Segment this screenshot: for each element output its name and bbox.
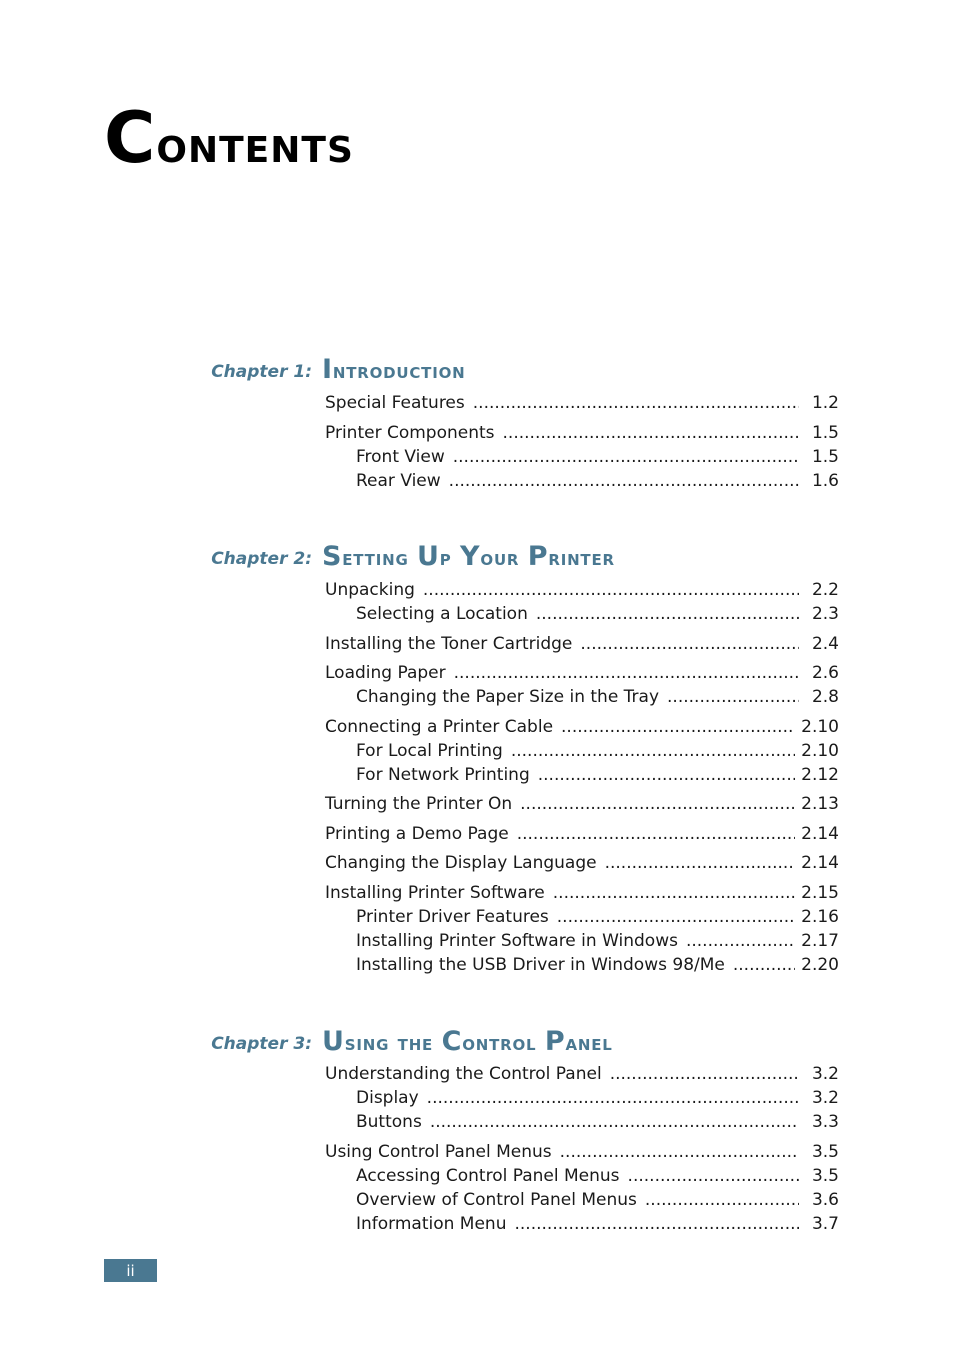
chapter-title-rest: sing (344, 1031, 390, 1056)
toc-entry-page: 2.17 (801, 930, 839, 951)
toc-dot-leader (517, 822, 795, 846)
toc-entry-title: Accessing Control Panel Menus (356, 1165, 620, 1186)
toc-subentry[interactable] (325, 469, 839, 493)
page-number: ii (126, 1261, 135, 1280)
chapter-title-initial: I (322, 354, 333, 385)
toc-entry-title: Unpacking (325, 580, 415, 600)
toc-subentry[interactable] (325, 685, 839, 709)
page-number-badge (104, 1259, 157, 1282)
toc-entry-page: 1.5 (811, 446, 839, 467)
toc-dot-leader (605, 851, 796, 875)
chapter-title-word (460, 541, 520, 572)
chapter-title-initial: S (322, 541, 343, 572)
chapter-label: Chapter 3: (211, 1034, 312, 1054)
chapter-2 (0, 539, 954, 975)
page-title (104, 96, 354, 179)
toc-entry-page: 2.4 (811, 633, 839, 654)
chapter-title-initial: U (417, 541, 440, 572)
toc-subentry[interactable] (325, 1110, 839, 1134)
toc-entry[interactable] (325, 421, 839, 445)
toc-list (325, 1062, 839, 1236)
toc-entry[interactable] (325, 391, 839, 415)
chapter-label: Chapter 1: (211, 362, 312, 382)
toc-dot-leader (538, 763, 795, 787)
toc-entry[interactable] (325, 792, 839, 816)
chapter-title-rest: p (439, 546, 452, 571)
toc-entry-title: For Local Printing (356, 740, 503, 761)
toc-subentry[interactable] (325, 1086, 839, 1110)
toc-dot-leader (520, 792, 795, 816)
toc-entry-title: Changing the Display Language (325, 853, 597, 873)
toc-subentry[interactable] (325, 1188, 839, 1212)
toc-entry-title: Using Control Panel Menus (325, 1141, 552, 1162)
toc-entry-page: 3.2 (811, 1088, 839, 1108)
toc-subentry[interactable] (325, 602, 839, 626)
toc-dot-leader (733, 953, 795, 977)
chapter-label: Chapter 2: (211, 549, 312, 569)
toc-entry-title: Selecting a Location (356, 604, 528, 624)
toc-entry-page: 2.14 (801, 853, 839, 873)
toc-entry-title: Printer Driver Features (356, 906, 549, 927)
chapter-title-word (544, 1026, 613, 1057)
chapter-title-word (322, 354, 466, 385)
toc-entry-page: 2.3 (811, 604, 839, 624)
toc-entry-page: 3.3 (811, 1112, 839, 1132)
chapter-title (322, 1024, 613, 1059)
chapter-title-rest: rinter (548, 546, 615, 571)
toc-entry-title: Installing Printer Software in Windows (356, 930, 678, 951)
chapter-title-word (398, 1031, 433, 1056)
toc-entry-title: Turning the Printer On (325, 794, 513, 814)
toc-entry-page: 3.7 (811, 1213, 839, 1234)
toc-entry-page: 3.2 (811, 1064, 839, 1084)
toc-entry-page: 2.16 (801, 906, 839, 927)
toc-entry-title: Installing the Toner Cartridge (325, 633, 573, 654)
chapter-title-initial: U (322, 1026, 345, 1057)
toc-subentry[interactable] (325, 1212, 839, 1236)
toc-dot-leader (423, 578, 799, 602)
toc-subentry[interactable] (325, 1164, 839, 1188)
toc-subentry[interactable] (325, 763, 839, 787)
toc-entry[interactable] (325, 1062, 839, 1086)
toc-entry-title: Rear View (356, 470, 441, 491)
chapter-title (322, 539, 615, 574)
toc-list (325, 578, 839, 977)
chapter-title-word (322, 1026, 390, 1057)
toc-entry-page: 2.10 (801, 716, 839, 737)
toc-entry[interactable] (325, 632, 839, 656)
toc-entry-title: Special Features (325, 393, 465, 413)
toc-dot-leader (511, 739, 795, 763)
toc-dot-leader (427, 1086, 799, 1110)
chapter-3 (0, 1024, 954, 1234)
toc-dot-leader (553, 881, 795, 905)
chapter-title-initial: P (544, 1026, 566, 1057)
toc-dot-leader (515, 1212, 800, 1236)
toc-dot-leader (560, 1140, 799, 1164)
chapter-title-rest: the (397, 1031, 434, 1056)
toc-entry-page: 1.5 (811, 422, 839, 443)
chapter-title-rest: anel (565, 1031, 613, 1056)
toc-subentry[interactable] (325, 905, 839, 929)
toc-dot-leader (628, 1164, 799, 1188)
toc-dot-leader (430, 1110, 799, 1134)
chapter-title-rest: ntroduction (332, 359, 466, 384)
toc-entry-title: Loading Paper (325, 663, 446, 683)
chapter-title-rest: ontrol (462, 1031, 537, 1056)
toc-entry[interactable] (325, 1140, 839, 1164)
toc-entry-page: 3.5 (811, 1141, 839, 1162)
toc-entry[interactable] (325, 822, 839, 846)
toc-entry-page: 3.5 (811, 1165, 839, 1186)
page-title-rest: ontents (156, 114, 354, 175)
chapter-title-initial: Y (460, 541, 481, 572)
toc-entry-title: Connecting a Printer Cable (325, 716, 554, 737)
chapter-title-initial: C (441, 1026, 463, 1057)
toc-entry-page: 2.10 (801, 740, 839, 761)
toc-dot-leader (580, 632, 799, 656)
toc-entry[interactable] (325, 715, 839, 739)
toc-entry-page: 1.6 (811, 470, 839, 491)
toc-dot-leader (503, 421, 799, 445)
toc-entry-page: 3.6 (811, 1189, 839, 1210)
toc-entry-title: Display (356, 1088, 419, 1108)
toc-subentry[interactable] (325, 739, 839, 763)
toc-entry-title: Changing the Paper Size in the Tray (356, 687, 660, 707)
toc-entry-title: Installing Printer Software (325, 882, 545, 903)
toc-dot-leader (645, 1188, 799, 1212)
toc-entry-page: 2.13 (801, 794, 839, 814)
toc-dot-leader (686, 929, 795, 953)
page-title-initial: C (104, 96, 157, 179)
toc-dot-leader (561, 715, 795, 739)
toc-entry[interactable] (325, 661, 839, 685)
chapter-title-initial: P (527, 541, 549, 572)
toc-subentry[interactable] (325, 445, 839, 469)
toc-dot-leader (449, 469, 799, 493)
chapter-1 (0, 352, 954, 491)
toc-entry-page: 2.12 (801, 764, 839, 785)
toc-dot-leader (667, 685, 799, 709)
toc-entry-page: 2.15 (801, 882, 839, 903)
toc-entry-title: Installing the USB Driver in Windows 98/Me (356, 954, 725, 975)
chapter-title (322, 352, 466, 387)
toc-entry-title: Information Menu (356, 1213, 507, 1234)
toc-entry-page: 2.6 (811, 663, 839, 683)
toc-dot-leader (453, 445, 799, 469)
chapter-title-rest: etting (342, 546, 409, 571)
toc-entry[interactable] (325, 851, 839, 875)
toc-entry-title: Printing a Demo Page (325, 823, 509, 844)
toc-entry-page: 2.14 (801, 823, 839, 844)
toc-entry-title: Buttons (356, 1112, 422, 1132)
chapter-title-word (322, 541, 409, 572)
toc-entry-page: 2.20 (801, 954, 839, 975)
toc-dot-leader (557, 905, 795, 929)
chapter-heading (0, 1024, 954, 1058)
toc-dot-leader (473, 391, 799, 415)
toc-entry-page: 2.2 (811, 580, 839, 600)
toc-entry-title: Printer Components (325, 422, 495, 443)
toc-entry[interactable] (325, 881, 839, 905)
chapter-heading (0, 539, 954, 573)
toc-list (325, 391, 839, 493)
toc-subentry[interactable] (325, 929, 839, 953)
toc-entry-page: 1.2 (811, 393, 839, 413)
chapter-title-word (527, 541, 615, 572)
toc-dot-leader (610, 1062, 799, 1086)
chapter-title-word (417, 541, 452, 572)
toc-entry-page: 2.8 (811, 687, 839, 707)
chapter-title-rest: our (480, 546, 520, 571)
toc-entry-title: For Network Printing (356, 764, 530, 785)
toc-entry[interactable] (325, 578, 839, 602)
toc-entry-title: Overview of Control Panel Menus (356, 1189, 637, 1210)
toc-dot-leader (536, 602, 799, 626)
toc-entry-title: Front View (356, 446, 445, 467)
chapter-title-word (441, 1026, 537, 1057)
chapter-heading (0, 352, 954, 386)
toc-subentry[interactable] (325, 953, 839, 977)
toc-dot-leader (454, 661, 799, 685)
toc-entry-title: Understanding the Control Panel (325, 1064, 602, 1084)
